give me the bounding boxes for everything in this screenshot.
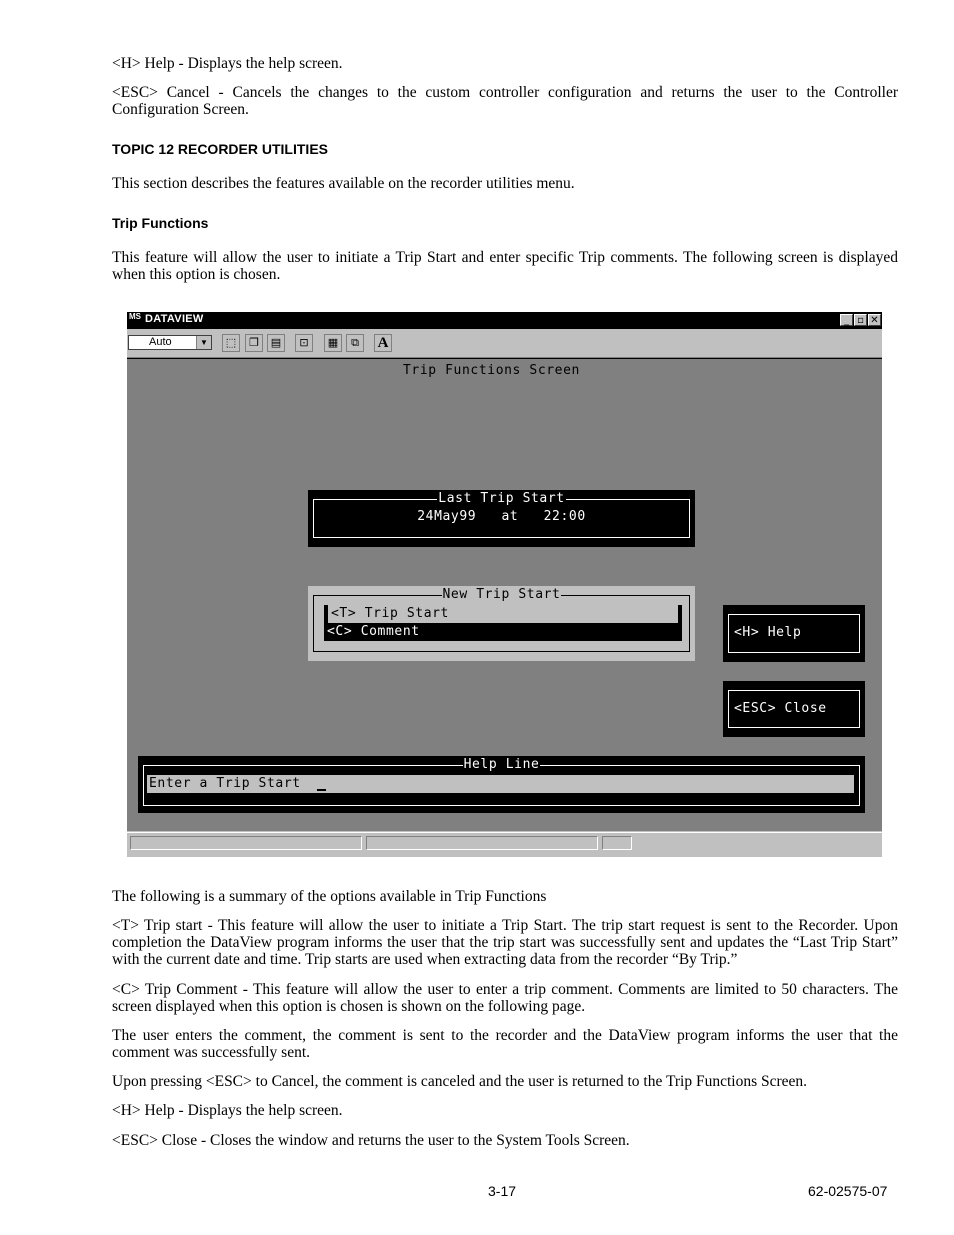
properties-icon[interactable]: ▦ xyxy=(324,334,342,352)
paragraph-trip-comment: <C> Trip Comment - This feature will allow the user to enter a trip comment. Comments are limited to 50 characters. The screen displayed when this option is chosen is shown on the following page. xyxy=(112,981,898,1015)
copy-icon[interactable]: ❐ xyxy=(245,334,263,352)
paste-icon[interactable]: ▤ xyxy=(267,334,285,352)
paragraph-trip-start: <T> Trip start - This feature will allow the user to initiate a Trip Start. The trip start request is sent to the Recorder. Upon completion the DataView program informs the user that the trip start was successfully sent and updates the “Last Trip Start” with the current date and time. Trip starts are used when extracting data from the recorder “By Trip.” xyxy=(112,917,898,968)
toolbar xyxy=(127,331,882,358)
help-line-panel xyxy=(138,756,865,813)
last-trip-value: 24May99 at 22:00 xyxy=(417,509,586,524)
paragraph-section-intro: This section describes the features available on the recorder utilities menu. xyxy=(112,175,575,192)
app-icon: MS xyxy=(129,312,141,321)
paragraph-esc-cancel: <ESC> Cancel - Cancels the changes to the custom controller configuration and returns the user to the Controller Configuration Screen. xyxy=(112,84,898,118)
document-number: 62-02575-07 xyxy=(808,1183,888,1199)
help-button-panel[interactable] xyxy=(723,605,865,662)
subheading-trip-functions: Trip Functions xyxy=(112,215,209,231)
menu-item-trip-start[interactable]: <T> Trip Start xyxy=(324,605,682,623)
dataview-window xyxy=(127,312,882,856)
font-size-value: Auto xyxy=(149,336,172,348)
help-button[interactable]: <H> Help xyxy=(734,625,802,640)
paragraph-summary: The following is a summary of the options available in Trip Functions xyxy=(112,888,547,905)
dos-screen xyxy=(127,358,882,831)
paragraph-comment-sent: The user enters the comment, the comment is sent to the recorder and the DataView program informs the user that the comment was successfully sent. xyxy=(112,1027,898,1061)
font-button[interactable]: A xyxy=(374,334,392,352)
paragraph-help: <H> Help - Displays the help screen. xyxy=(112,55,343,72)
select-icon[interactable]: ⬚ xyxy=(222,334,240,352)
status-pane-3 xyxy=(602,836,632,850)
page-number: 3-17 xyxy=(488,1183,517,1199)
paragraph-esc-cancel-comment: Upon pressing <ESC> to Cancel, the comment is canceled and the user is returned to the Trip Functions Screen. xyxy=(112,1073,808,1090)
help-line-label: Help Line xyxy=(463,757,540,772)
text-cursor xyxy=(317,789,326,791)
new-trip-label: New Trip Start xyxy=(442,587,561,602)
paragraph-esc-close: <ESC> Close - Closes the window and returns the user to the System Tools Screen. xyxy=(112,1132,630,1149)
status-bar xyxy=(127,832,882,857)
font-size-combo[interactable] xyxy=(128,335,212,350)
close-button[interactable]: <ESC> Close xyxy=(734,701,827,716)
minimize-button[interactable]: _ xyxy=(840,314,853,326)
screen-title: Trip Functions Screen xyxy=(403,363,580,378)
close-button-panel[interactable] xyxy=(723,681,865,737)
paragraph-help-2: <H> Help - Displays the help screen. xyxy=(112,1102,343,1119)
status-pane-2 xyxy=(366,836,598,850)
chevron-down-icon[interactable]: ▼ xyxy=(196,336,211,349)
paragraph-feature-intro: This feature will allow the user to initiate a Trip Start and enter specific Trip comments. The following screen is displayed when this option is chosen. xyxy=(112,249,898,283)
help-line-text: Enter a Trip Start xyxy=(149,776,301,791)
maximize-button[interactable]: ▫ xyxy=(854,314,867,326)
menu-item-comment[interactable]: <C> Comment xyxy=(324,623,682,641)
last-trip-panel xyxy=(308,490,695,547)
close-window-button[interactable]: ✕ xyxy=(868,314,881,326)
title-bar xyxy=(127,312,882,329)
status-pane-1 xyxy=(130,836,362,850)
help-line-field xyxy=(147,775,854,793)
fullscreen-icon[interactable]: ⊡ xyxy=(295,334,313,352)
window-title: DATAVIEW xyxy=(145,313,204,325)
last-trip-label: Last Trip Start xyxy=(438,491,565,506)
topic-heading: TOPIC 12 RECORDER UTILITIES xyxy=(112,141,328,157)
background-icon[interactable]: ⧉ xyxy=(346,334,364,352)
new-trip-panel xyxy=(308,586,695,661)
